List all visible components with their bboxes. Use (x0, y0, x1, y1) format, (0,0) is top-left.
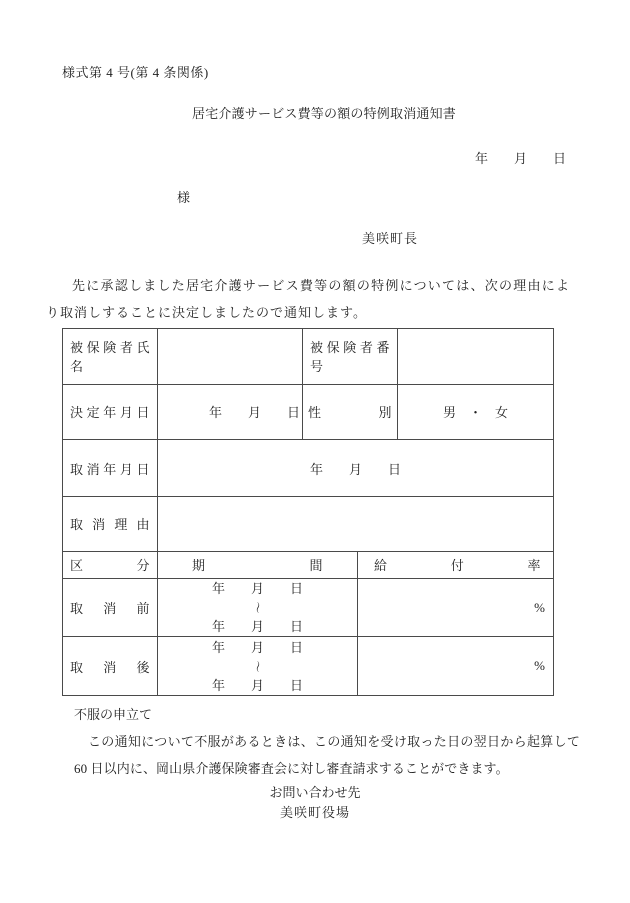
after-period-end: 年 月 日 (211, 677, 303, 693)
insured-number-label-cell (303, 329, 398, 384)
cancel-reason-label-cell (63, 497, 158, 551)
table-row-cancel-reason (63, 497, 553, 552)
table-row-after (63, 637, 553, 695)
after-rate-cell: % (534, 658, 545, 674)
tilde-mark: 〜 (250, 601, 265, 614)
after-label: 取消後 (70, 659, 150, 675)
cancel-reason-label: 取消理由 (70, 517, 150, 533)
after-period-cell (158, 637, 358, 695)
insured-name-label-cell (63, 329, 158, 384)
before-period-start: 年 月 日 (211, 581, 303, 597)
gender-label-cell (303, 385, 398, 440)
appeal-body: この通知について不服があるときは、この通知を受け取った日の翌日から起算して 60 日以内に、岡山県介護保険審査会に対し審査請求することができます。 (74, 734, 580, 776)
before-rate-cell: % (534, 599, 545, 615)
insured-name-value-cell (158, 329, 303, 384)
rate-header: 給付率 (374, 558, 541, 574)
table-row-before (63, 579, 553, 637)
form-number: 様式第 4 号(第 4 条関係) (62, 65, 209, 80)
insured-number-label: 被保険者番号 (310, 340, 390, 375)
period-header: 期間 (192, 558, 323, 574)
after-label-cell (63, 637, 158, 695)
appeal-heading: 不服の申立て (74, 707, 153, 722)
category-header-cell (63, 552, 158, 579)
notice-table (62, 328, 554, 696)
before-period-cell (158, 579, 358, 636)
table-row-insured (63, 329, 553, 385)
cancel-date-value-cell: 年 月 日 (309, 461, 401, 477)
before-label: 取消前 (70, 601, 150, 617)
table-row-decision (63, 385, 553, 441)
cancel-date-label-cell (63, 440, 158, 496)
decision-date-label-cell (63, 385, 158, 440)
decision-date-value-cell: 年 月 日 (158, 385, 303, 440)
sender-name: 美咲町長 (362, 231, 419, 246)
tilde-mark: 〜 (250, 660, 265, 673)
after-period-start: 年 月 日 (211, 639, 303, 655)
cancel-date-label: 取消年月日 (70, 461, 150, 477)
table-row-cancel-date (63, 440, 553, 497)
notice-body: 先に承認しました居宅介護サービス費等の額の特例については、次の理由により取消しすることに決定しましたので通知します。 (46, 278, 570, 320)
cancel-reason-value-cell (158, 497, 553, 551)
category-header: 区分 (70, 558, 150, 574)
before-period-end: 年 月 日 (211, 619, 303, 635)
insured-name-label: 被保険者氏名 (70, 340, 150, 375)
addressee-suffix: 様 (177, 190, 191, 205)
decision-date-label: 決定年月日 (70, 405, 150, 421)
appeal-section (74, 701, 580, 782)
gender-label: 性別 (308, 405, 392, 421)
contact-heading: お問い合わせ先 (269, 785, 361, 800)
doc-title: 居宅介護サービス費等の額の特例取消通知書 (192, 106, 457, 121)
table-row-headers (63, 552, 553, 580)
gender-value-cell: 男 ・ 女 (442, 405, 508, 421)
insured-number-value-cell (398, 329, 553, 384)
before-label-cell (63, 579, 158, 636)
contact-office: 美咲町役場 (279, 805, 350, 820)
issue-date-line: 年 月 日 (474, 151, 566, 166)
rate-header-cell (358, 552, 553, 579)
period-header-cell (158, 552, 358, 579)
